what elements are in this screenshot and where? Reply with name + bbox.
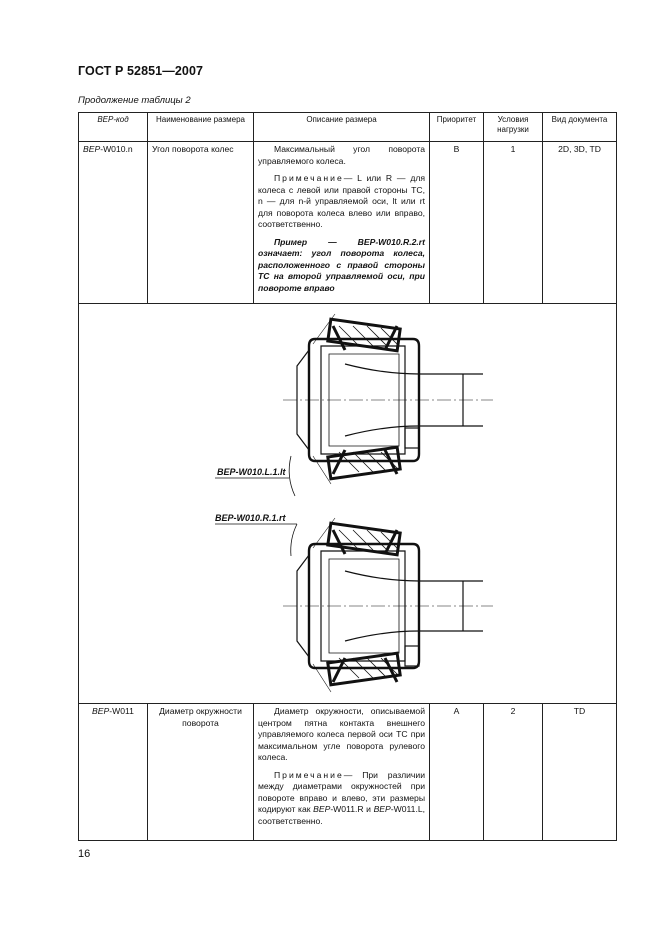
standard-title: ГОСТ Р 52851—2007: [78, 64, 204, 78]
figure-row: [79, 304, 617, 704]
row-code: ВЕР-W011: [79, 704, 148, 841]
figure-cell: [79, 304, 617, 704]
page-number: 16: [78, 848, 91, 860]
angle-arc-left: [289, 456, 295, 496]
label-left-turn: ВЕР-W010.L.1.lt: [217, 467, 286, 477]
header-doc: Вид документа: [543, 113, 617, 142]
row-load: 2: [484, 704, 543, 841]
row-name: Диаметр окружности поворота: [148, 704, 254, 841]
table-header-row: [79, 113, 617, 142]
table-row: [79, 704, 617, 841]
row-doc: TD: [543, 704, 617, 841]
header-code: ВЕР-код: [79, 113, 148, 142]
row-priority: B: [430, 142, 484, 304]
row-doc: 2D, 3D, TD: [543, 142, 617, 304]
header-name: Наименование размера: [148, 113, 254, 142]
upper-axle-drawing: [283, 314, 493, 484]
angle-arc-right: [291, 524, 297, 556]
label-right-turn: ВЕР-W010.R.1.rt: [215, 513, 286, 523]
dimensions-table: [78, 112, 617, 841]
table-row: [79, 142, 617, 304]
header-load: Условия нагрузки: [484, 113, 543, 142]
wheel-turn-angle-drawing: [83, 306, 619, 701]
table-continuation-caption: Продолжение таблицы 2: [78, 95, 191, 106]
header-desc: Описание размера: [254, 113, 430, 142]
row-description: Диаметр окружности, описываемой центром пятна контакта внешнего управляемого колеса первой оси ТС при максимальном угле поворота рулевого колеса. Примечание— При различии между диаметрами окружностей при повороте вправо и влево, эти размеры кодируют как ВЕР-W011.R и ВЕР-W011.L, соответственно.: [254, 704, 430, 841]
row-code: ВЕР-W010.n: [79, 142, 148, 304]
row-priority: A: [430, 704, 484, 841]
header-priority: Приоритет: [430, 113, 484, 142]
lower-axle-drawing: [283, 518, 493, 692]
row-name: Угол поворота колес: [148, 142, 254, 304]
row-load: 1: [484, 142, 543, 304]
row-description: Максимальный угол поворота управляемого колеса. Примечание— L или R — для колеса с левой или правой стороны ТС, n — для n-й управляемой оси, lt или rt для поворота колеса влево или вправо, соответственно. Пример — ВЕР-W010.R.2.rt означает: угол поворота колеса, расположенного с правой стороны ТС на второй управляемой оси, при повороте вправо: [254, 142, 430, 304]
